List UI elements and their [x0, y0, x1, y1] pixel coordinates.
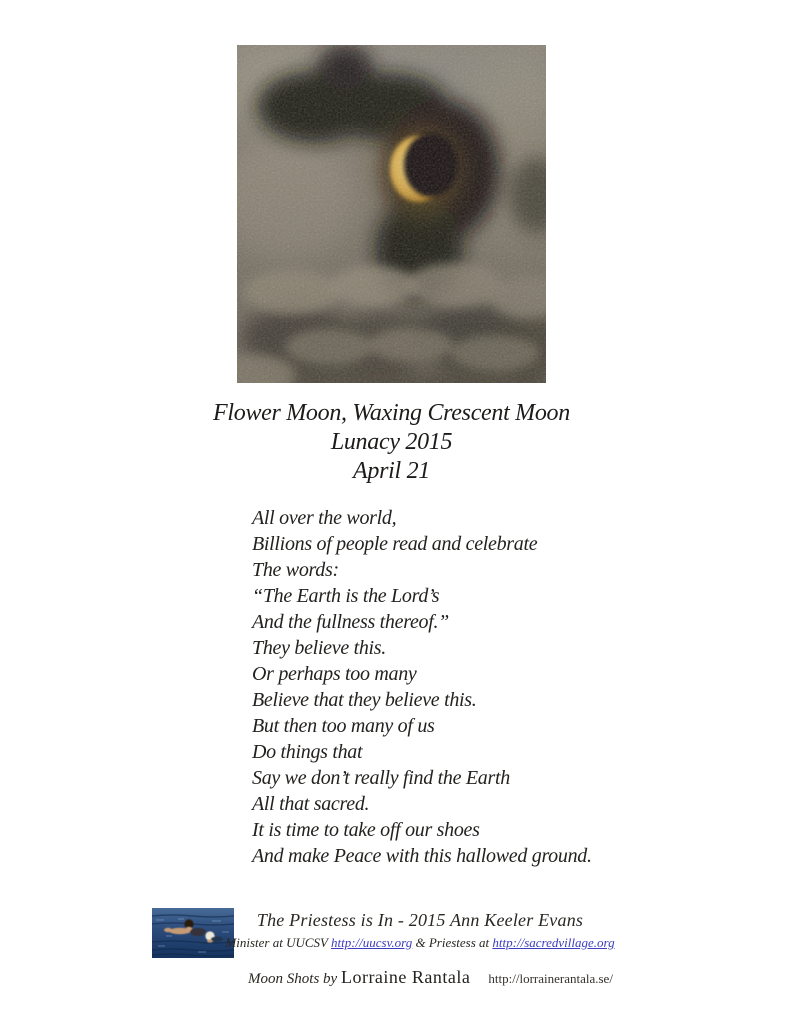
moonshots-line — [0, 967, 791, 988]
poem-line: Or perhaps too many — [252, 663, 417, 685]
poem-line: All over the world, — [252, 507, 397, 529]
crescent-moon-photo — [237, 45, 546, 383]
poem-line: Billions of people read and celebrate — [252, 533, 538, 555]
poem-line: But then too many of us — [252, 715, 435, 737]
moonshots-prefix: Moon Shots by — [248, 971, 341, 987]
poem-line: It is time to take off our shoes — [252, 819, 480, 841]
title-line-2: Lunacy 2015 — [330, 429, 453, 455]
poem-line: The words: — [252, 559, 339, 581]
footer-text — [90, 908, 750, 952]
minister-line — [90, 933, 750, 952]
poem — [252, 505, 592, 869]
poem-line: And make Peace with this hallowed ground. — [252, 845, 592, 867]
title-line-3: April 21 — [353, 458, 430, 484]
minister-prefix: Minister at UUCSV — [225, 935, 331, 950]
poem-line: Say we don’t really find the Earth — [252, 767, 510, 789]
title-line-1: Flower Moon, Waxing Crescent Moon — [213, 400, 570, 426]
poem-line: “The Earth is the Lord’s — [252, 585, 440, 607]
uucsv-link[interactable]: http://uucsv.org — [331, 935, 413, 950]
footer — [0, 905, 791, 963]
poem-line: Do things that — [252, 741, 363, 763]
page-title — [0, 399, 783, 486]
lorraine-url[interactable]: http://lorrainerantala.se/ — [488, 971, 613, 986]
poem-line: And the fullness thereof.” — [252, 611, 449, 633]
poem-line: All that sacred. — [252, 793, 370, 815]
poem-line: Believe that they believe this. — [252, 689, 477, 711]
moonshots-photographer: Lorraine Rantala — [340, 967, 471, 987]
priestess-line: The Priestess is In - 2015 Ann Keeler Evans — [256, 910, 584, 930]
poem-line: They believe this. — [252, 637, 386, 659]
sacredvillage-link[interactable]: http://sacredvillage.org — [492, 935, 615, 950]
minister-mid: & Priestess at — [412, 935, 493, 950]
